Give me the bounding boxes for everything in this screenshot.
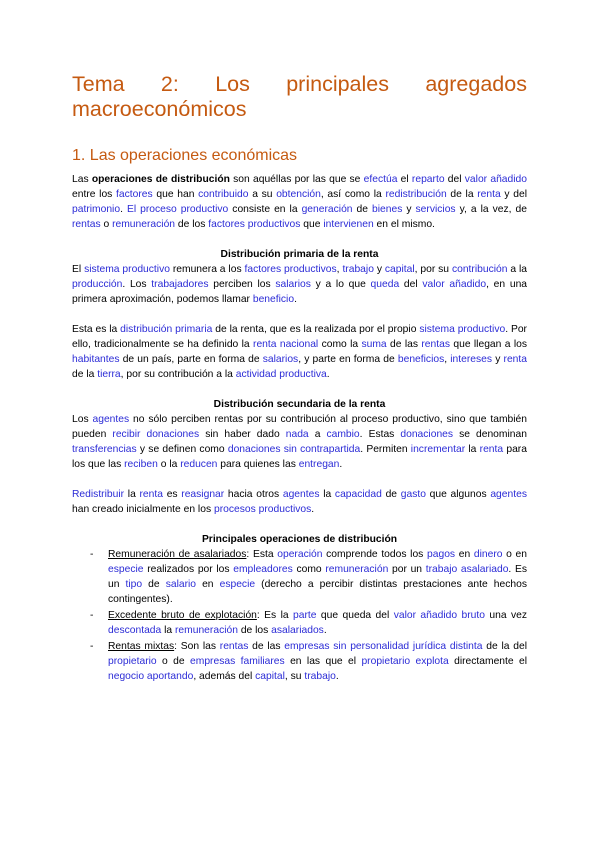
text-run: de [352,204,373,215]
highlighted-term: empresas familiares [190,656,285,667]
text-run: Las [72,174,92,185]
text-run: en las que el [284,656,362,667]
text-run: que han [152,189,199,200]
list-item-text [108,549,527,605]
highlighted-term: valor añadido [464,174,527,185]
highlighted-term: El [126,204,137,215]
highlighted-term: tipo [125,579,143,590]
title-word: Tema [72,72,125,96]
bullet-dash: - [90,549,94,560]
highlighted-term: especie [108,564,144,575]
highlighted-term: remuneración [175,625,238,636]
highlighted-term: rentas [219,641,249,652]
text-run: y se definen como [136,444,228,455]
highlighted-term: renta [477,189,501,200]
text-run: una vez [484,610,527,621]
list-item-text [108,610,527,636]
highlighted-term: agentes [490,489,527,500]
highlighted-term: obtención [276,189,321,200]
text-run: sin haber dado [199,429,286,440]
highlighted-term: rentas [72,219,101,230]
text-run: la [319,489,335,500]
title-word: agregados [425,72,527,96]
highlighted-term: servicios [415,204,456,215]
secondary-paragraph-2 [72,487,527,517]
highlighted-term: contribuido [198,189,249,200]
title-line-2: macroeconómicos [72,97,247,121]
highlighted-term: procesos productivos [213,504,312,515]
text-run: que [300,219,324,230]
text-run: y del [500,189,528,200]
text-run: . Los [122,279,152,290]
text-run: : Es la [256,610,294,621]
highlighted-term: salarios [275,279,311,290]
text-run: por un [388,564,426,575]
text-run: es [162,489,182,500]
text-run: no sólo perciben rentas por su contribución al proceso productivo, sino que también pueden [72,414,527,440]
text-run: como [292,564,326,575]
secondary-distribution-heading: Distribución secundaria de la renta [213,399,386,410]
text-run: : Esta [246,549,278,560]
highlighted-term: generación [301,204,353,215]
text-run: de los [175,219,209,230]
highlighted-term: empleadores [233,564,293,575]
text-run: . Estas [359,429,401,440]
text-run: de [142,579,166,590]
operations-heading: Principales operaciones de distribución [201,534,398,545]
highlighted-term: tierra [97,369,121,380]
highlighted-term: factores productivos [244,264,337,275]
primary-paragraph-2 [72,322,527,382]
text-run: del [399,279,423,290]
highlighted-term: actividad productiva [235,369,327,380]
title-line-1 [72,72,527,97]
text-run: de la [72,369,98,380]
text-run: en [455,549,474,560]
highlighted-term: salario [165,579,197,590]
text-run: hacia otros [224,489,283,500]
text-run: o en [502,549,528,560]
text-run: , y parte en forma de [298,354,398,365]
highlighted-term: trabajo [304,671,336,682]
item-term: Rentas mixtas [108,641,175,652]
text-run: . [339,459,343,470]
text-run: han creado inicialmente en los [72,504,214,515]
text-run: o [100,219,113,230]
text-run: , en una primera aproximación, podemos llamar [72,279,528,305]
highlighted-term: queda [370,279,400,290]
text-run: en [196,579,220,590]
bullet-dash: - [90,641,94,652]
highlighted-term: propietario explota [361,656,449,667]
highlighted-term: redistribución [385,189,447,200]
highlighted-term: recibir donaciones [112,429,200,440]
text-run: . Por ello, tradicionalmente se ha definido la [72,324,527,350]
title-word: 2: [160,72,179,96]
highlighted-term: valor añadido [422,279,487,290]
highlighted-term: empresas sin personalidad jurídica distinta [284,641,483,652]
text-run: la [161,625,175,636]
text-run: , así como la [320,189,386,200]
highlighted-term: habitantes [72,354,120,365]
text-run: de la del [482,641,527,652]
highlighted-term: remuneración [112,219,176,230]
title-word: principales [286,72,389,96]
text-run: (derecho a percibir distintas prestaciones ante hechos contingentes). [108,579,527,605]
primary-distribution-heading: Distribución primaria de la renta [220,249,379,260]
text-run: el [397,174,412,185]
text-run: , [444,354,451,365]
text-run: , además del [193,671,256,682]
highlighted-term: Redistribuir [72,489,125,500]
highlighted-term: proceso productivo [140,204,229,215]
highlighted-term: beneficio [252,294,295,305]
text-run: Esta es la [72,324,121,335]
text-run: que llegan a los [450,339,527,350]
highlighted-term: capital [384,264,415,275]
highlighted-term: bienes [372,204,403,215]
text-run: que queda del [316,610,394,621]
text-run: de [381,489,401,500]
highlighted-term: intervienen [323,219,374,230]
page-title [72,72,527,122]
list-item-text [108,641,527,682]
highlighted-term: renta [503,354,527,365]
text-run: . Permiten [360,444,411,455]
text-run: comprende todos los [322,549,428,560]
highlighted-term: reasignar [181,489,225,500]
text-run: realizados por los [143,564,234,575]
text-run: El [72,264,85,275]
highlighted-term: renta [139,489,163,500]
highlighted-term: dinero [473,549,503,560]
text-run: se denominan [453,429,527,440]
text-run: en el mismo. [373,219,435,230]
highlighted-term: reducen [180,459,218,470]
highlighted-term: salarios [262,354,299,365]
highlighted-term: donaciones [400,429,454,440]
text-run: , su [284,671,305,682]
highlighted-term: cambio [326,429,360,440]
highlighted-term: transferencias [72,444,137,455]
highlighted-term: intereses [450,354,493,365]
text-run: , por su [414,264,452,275]
highlighted-term: trabajadores [151,279,209,290]
highlighted-term: producción [72,279,123,290]
highlighted-term: gasto [400,489,426,500]
primary-paragraph-1 [72,262,527,307]
highlighted-term: operación [277,549,323,560]
highlighted-term: reciben [124,459,158,470]
text-run: de la renta, que es la realizada por el propio [212,324,420,335]
intro-paragraph [72,172,527,232]
highlighted-term: pagos [427,549,456,560]
highlighted-term: negocio aportando [108,671,194,682]
highlighted-term: renta [479,444,504,455]
text-run: . [311,504,315,515]
text-run: Los [72,414,93,425]
text-run: , por su contribución a la [120,369,236,380]
text-run: de la [446,189,478,200]
text-run: a [308,429,327,440]
document-page [72,72,527,685]
bullet-dash: - [90,610,94,621]
text-run: . [120,204,127,215]
text-run: . [326,369,330,380]
text-run: remunera a los [169,264,245,275]
text-run: de las [248,641,285,652]
highlighted-term: asalariados [271,625,324,636]
highlighted-term: suma [361,339,387,350]
highlighted-term: donaciones sin contrapartida [227,444,361,455]
text-run: la [465,444,480,455]
list-item [72,608,527,638]
highlighted-term: contribución [451,264,508,275]
title-word: Los [215,72,250,96]
text-run: de las [386,339,422,350]
bold-term: operaciones de distribución [91,174,230,185]
highlighted-term: agentes [92,414,130,425]
highlighted-term: capacidad [334,489,382,500]
text-run: como la [318,339,362,350]
text-run: y [492,354,504,365]
text-run: entre los [72,189,117,200]
item-term: Excedente bruto de explotación [108,610,257,621]
highlighted-term: capital [255,671,285,682]
text-run: directamente el [448,656,528,667]
highlighted-term: parte [293,610,317,621]
highlighted-term: especie [219,579,256,590]
text-run: que algunos [425,489,491,500]
text-run: y, a la vez, de [455,204,527,215]
highlighted-term: nada [285,429,309,440]
text-run: perciben los [208,279,276,290]
text-run: para los que las [72,444,527,470]
highlighted-term: sistema productivo [84,264,170,275]
list-item [72,547,527,607]
highlighted-term: efectúa [363,174,398,185]
text-run: consiste en la [228,204,302,215]
highlighted-term: factores productivos [208,219,301,230]
text-run: del [444,174,465,185]
operations-list [72,547,527,684]
text-run: y a lo que [310,279,371,290]
section-heading: 1. Las operaciones económicas [72,147,298,164]
highlighted-term: patrimonio [72,204,121,215]
text-run: o de [156,656,191,667]
text-run: , [336,264,343,275]
highlighted-term: propietario [108,656,157,667]
highlighted-term: valor añadido bruto [393,610,485,621]
list-item [72,639,527,684]
item-term: Remuneración de asalariados [108,549,247,560]
highlighted-term: agentes [282,489,320,500]
text-run: de los [237,625,272,636]
highlighted-term: beneficios [397,354,445,365]
highlighted-term: incrementar [410,444,466,455]
text-run: o la [157,459,181,470]
highlighted-term: renta nacional [253,339,319,350]
text-run: . Es un [108,564,527,590]
text-run: . [294,294,297,305]
text-run: : Son las [174,641,220,652]
text-run: . [323,625,327,636]
highlighted-term: trabajo asalariado [425,564,509,575]
highlighted-term: factores [116,189,153,200]
text-run: y [373,264,385,275]
highlighted-term: descontada [108,625,162,636]
highlighted-term: reparto [411,174,445,185]
highlighted-term: remuneración [325,564,389,575]
highlighted-term: distribución primaria [120,324,213,335]
text-run: son aquéllas por las que se [229,174,364,185]
highlighted-term: sistema productivo [419,324,506,335]
secondary-paragraph-1 [72,412,527,472]
highlighted-term: rentas [421,339,450,350]
text-run: . [335,671,339,682]
text-run: de un país, parte en forma de [119,354,263,365]
text-run: la [124,489,140,500]
text-run: a la [507,264,527,275]
highlighted-term: entregan [298,459,340,470]
text-run: a su [248,189,277,200]
text-run: para quienes las [217,459,299,470]
highlighted-term: trabajo [342,264,374,275]
text-run: y [402,204,416,215]
